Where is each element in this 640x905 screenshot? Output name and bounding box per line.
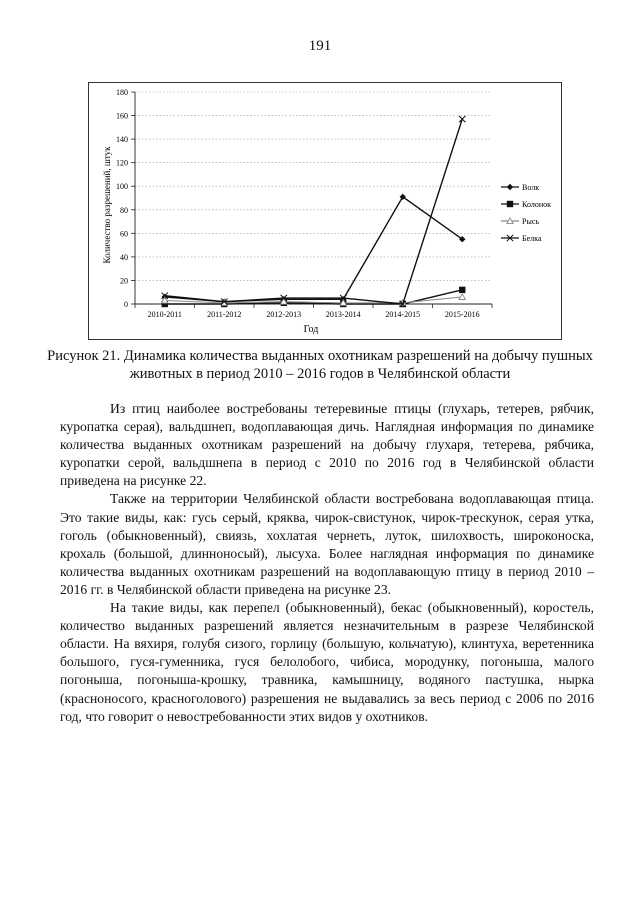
series-1-line bbox=[165, 197, 463, 302]
line-chart bbox=[89, 83, 563, 341]
legend-2-label: Колонок bbox=[522, 200, 551, 209]
y-tick-label: 160 bbox=[116, 111, 128, 121]
legend-1-label: Волк bbox=[522, 183, 540, 192]
x-tick-label: 2012-2013 bbox=[266, 310, 302, 319]
y-tick-label: 60 bbox=[120, 229, 128, 239]
legend-4-label: Белка bbox=[522, 234, 542, 243]
series-2-point bbox=[459, 287, 465, 293]
paragraph-waterfowl: Также на территории Челябинской области востребована водоплавающая птица. Это такие виды, как: гусь серый, кряква, чирок-свистунок, чирок-трескунок, серая утка, гоголь (обыкновенный), свиязь, хохлатая чернеть, луток, шилохвость, широконоска, крохаль (большой, длинноносый), лысуха. Более наглядная информация по динамике количества выданных охотникам разрешений на водоплавающую птицу в период 2010 – 2016 гг. в Челябинской области приведена на рисунке 23. bbox=[60, 491, 594, 597]
y-tick-label: 40 bbox=[120, 252, 128, 262]
y-tick-label: 100 bbox=[116, 182, 128, 192]
x-tick-label: 2013-2014 bbox=[325, 310, 361, 319]
legend bbox=[501, 183, 551, 243]
y-tick-label: 80 bbox=[120, 205, 128, 215]
page-number: 191 bbox=[308, 38, 332, 54]
legend-2-marker bbox=[507, 201, 513, 207]
series-lines bbox=[162, 116, 466, 307]
grid-lines bbox=[135, 92, 492, 280]
y-tick-label: 0 bbox=[124, 300, 128, 309]
x-tick-label: 2010-2011 bbox=[147, 310, 182, 319]
body-text bbox=[60, 400, 594, 726]
chart-frame bbox=[88, 82, 562, 340]
paragraph-birds-demand: Из птиц наиболее востребованы тетеревиные птицы (глухарь, тетерев, рябчик, куропатка серая), вальдшнеп, водоплавающая дичь. Наглядная информация по динамике количества выданных охотникам разрешений на добычу глухаря, тетерева, рябчика, куропатки серой, вальдшнепа в период с 2010 по 2016 год в Челябинской области приведена на рисунке 22. bbox=[60, 401, 594, 489]
figure-caption: Рисунок 21. Динамика количества выданных охотникам разрешений на добычу пушных животных в период 2010 – 2016 годов в Челябинской области bbox=[47, 348, 593, 382]
series-4-line bbox=[165, 119, 463, 304]
x-axis-label: Год bbox=[303, 324, 319, 335]
series-3-point bbox=[459, 294, 465, 300]
x-tick-label: 2011-2012 bbox=[207, 310, 242, 319]
y-tick-label: 140 bbox=[116, 135, 128, 145]
y-tick-label: 20 bbox=[120, 276, 128, 286]
y-axis-label: Количество разрешений, штук bbox=[102, 146, 112, 264]
legend-1-marker bbox=[507, 184, 513, 190]
y-tick-label: 120 bbox=[116, 158, 128, 168]
legend-3-label: Рысь bbox=[522, 217, 540, 226]
paragraph-minor-species: На такие виды, как перепел (обыкновенный), бекас (обыкновенный), коростель, количество выданных разрешений является незначительным в разрезе Челябинской области. На вяхиря, голубя сизого, горлицу (большую, кольчатую), клинтуха, веретенника большого, гуся-гуменника, гуся белолобого, чибиса, мородунку, погоныша, малого погоныша, погоныша-крошку, травника, камышницу, водяного пастушка, нырка (красноносого, красноголового) разрешения не выдавались за весь период с 2006 по 2016 год, что говорит о невостребованности этих видов у охотников. bbox=[60, 600, 594, 724]
y-tick-label: 180 bbox=[116, 88, 128, 97]
x-tick-label: 2014-2015 bbox=[385, 310, 421, 319]
x-tick-label: 2015-2016 bbox=[444, 310, 480, 319]
